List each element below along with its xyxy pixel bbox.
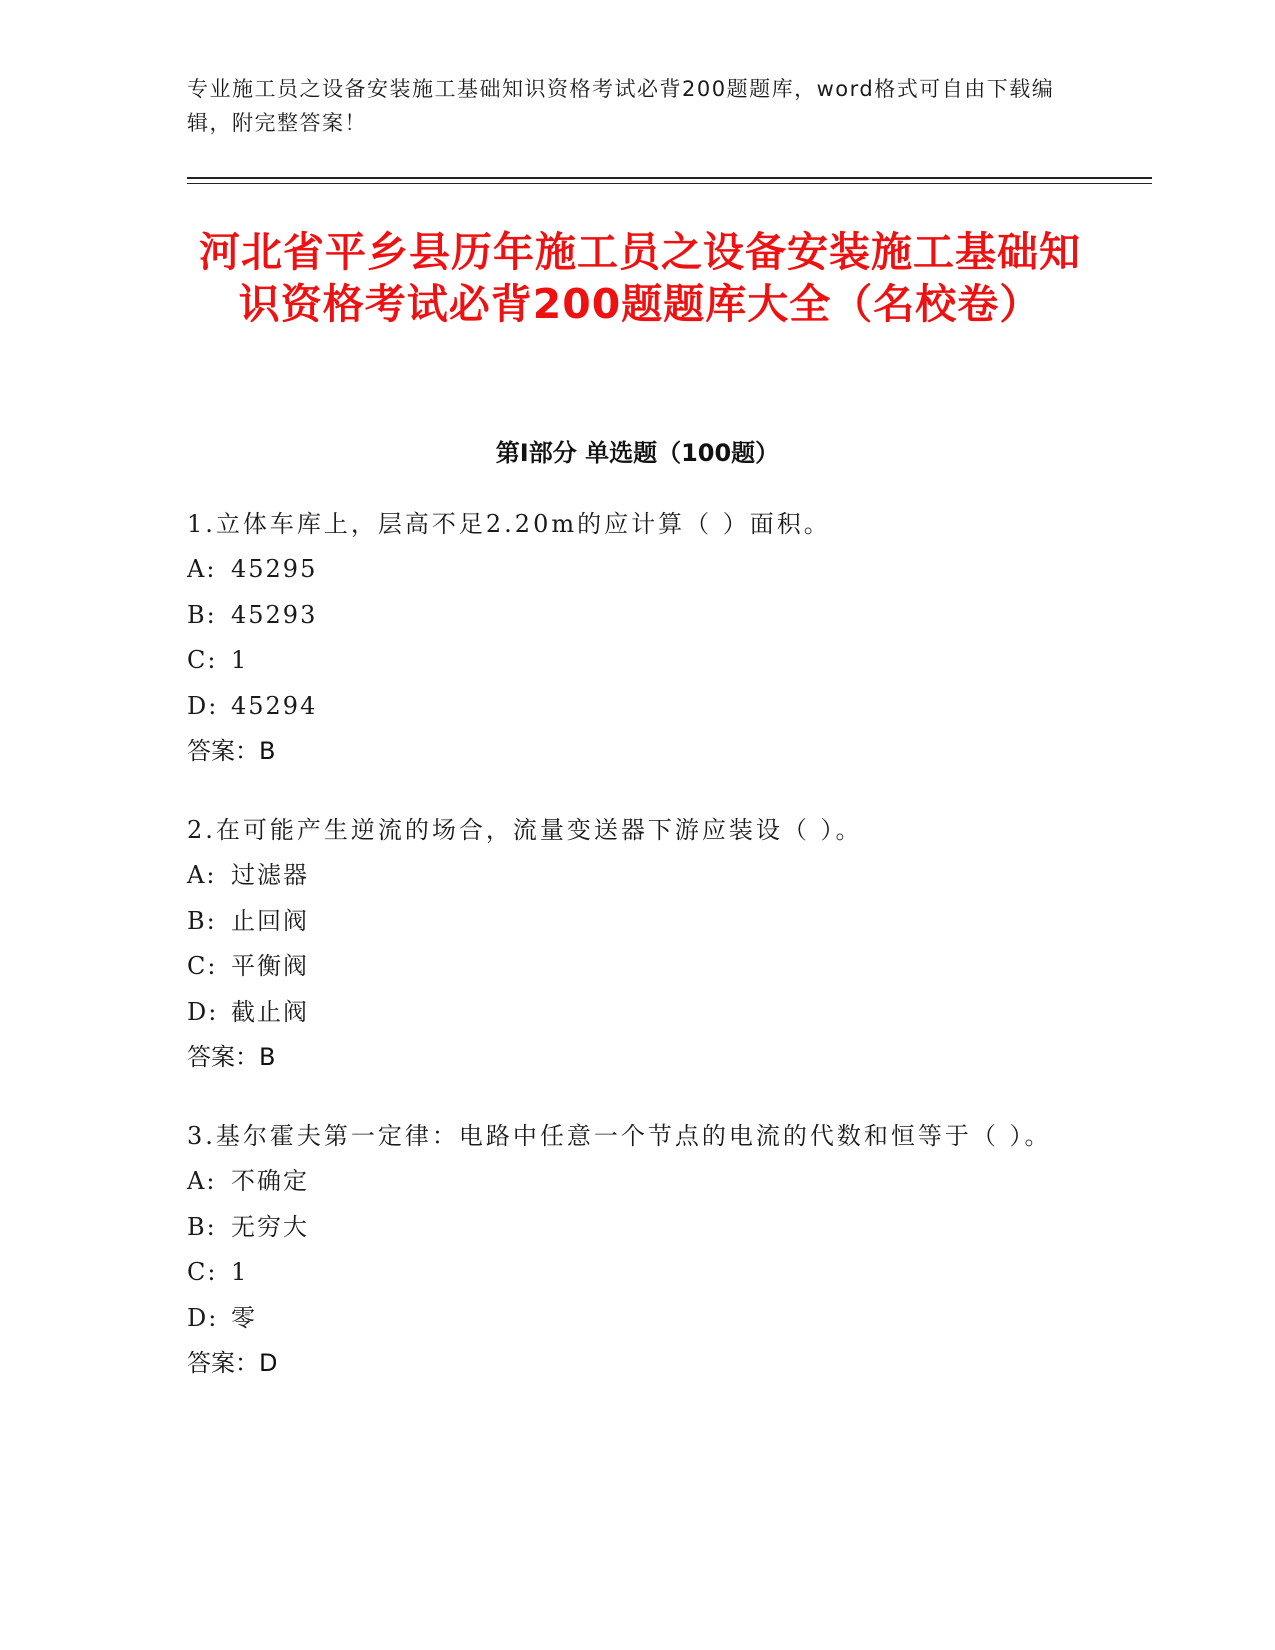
answer-line: 答案：B	[187, 1043, 276, 1071]
option-d	[187, 1296, 1067, 1342]
option-text: 止回阀	[231, 906, 309, 935]
option-letter: D:	[187, 691, 219, 720]
option-letter: D:	[187, 997, 219, 1026]
option-c	[187, 944, 1067, 990]
option-b	[187, 1205, 1067, 1251]
option-letter: B:	[187, 1212, 217, 1241]
option-text: 45293	[231, 600, 318, 629]
option-letter: B:	[187, 600, 217, 629]
option-text: 平衡阀	[231, 952, 309, 980]
option-a	[187, 547, 1067, 593]
answer-line: 答案：B	[187, 737, 276, 765]
option-text: 过滤器	[231, 861, 309, 889]
answer-line: 答案：D	[187, 1349, 278, 1377]
option-c	[187, 1250, 1067, 1296]
option-c	[187, 638, 1067, 684]
question-stem: 2.在可能产生逆流的场合，流量变送器下游应装设（ ）。	[187, 816, 863, 844]
option-a	[187, 853, 1067, 899]
option-text: 45294	[231, 691, 318, 720]
option-letter: C:	[187, 1258, 218, 1286]
option-letter: A:	[187, 1167, 217, 1195]
document-title: 河北省平乡县历年施工员之设备安装施工基础知识资格考试必背200题题库大全（名校卷）	[199, 228, 1081, 328]
option-text: 截止阀	[231, 997, 309, 1026]
question-3	[187, 1114, 1067, 1386]
option-text: 45295	[231, 555, 318, 583]
option-text: 1	[231, 1258, 249, 1286]
option-d	[187, 990, 1067, 1036]
option-letter: D:	[187, 1303, 219, 1332]
option-b	[187, 899, 1067, 945]
option-a	[187, 1159, 1067, 1205]
option-text: 零	[231, 1303, 257, 1332]
option-d	[187, 684, 1067, 730]
option-text: 1	[231, 646, 249, 674]
question-stem: 1.立体车库上，层高不足2.20m的应计算（ ）面积。	[187, 510, 831, 538]
question-1	[187, 502, 1067, 774]
question-stem: 3.基尔霍夫第一定律：电路中任意一个节点的电流的代数和恒等于（ ）。	[187, 1122, 1052, 1150]
option-letter: A:	[187, 861, 217, 889]
option-letter: C:	[187, 646, 218, 674]
option-letter: B:	[187, 906, 217, 935]
header-note: 专业施工员之设备安装施工基础知识资格考试必背200题题库，word格式可自由下载编辑，附完整答案！	[187, 77, 1055, 135]
header-divider-thick	[187, 177, 1152, 179]
section-heading: 第Ⅰ部分 单选题（100题）	[495, 439, 780, 467]
header-divider-thin	[187, 183, 1152, 184]
question-2	[187, 808, 1067, 1080]
option-letter: C:	[187, 952, 218, 980]
option-b	[187, 593, 1067, 639]
option-text: 无穷大	[231, 1212, 309, 1241]
option-text: 不确定	[231, 1167, 309, 1195]
option-letter: A:	[187, 555, 217, 583]
